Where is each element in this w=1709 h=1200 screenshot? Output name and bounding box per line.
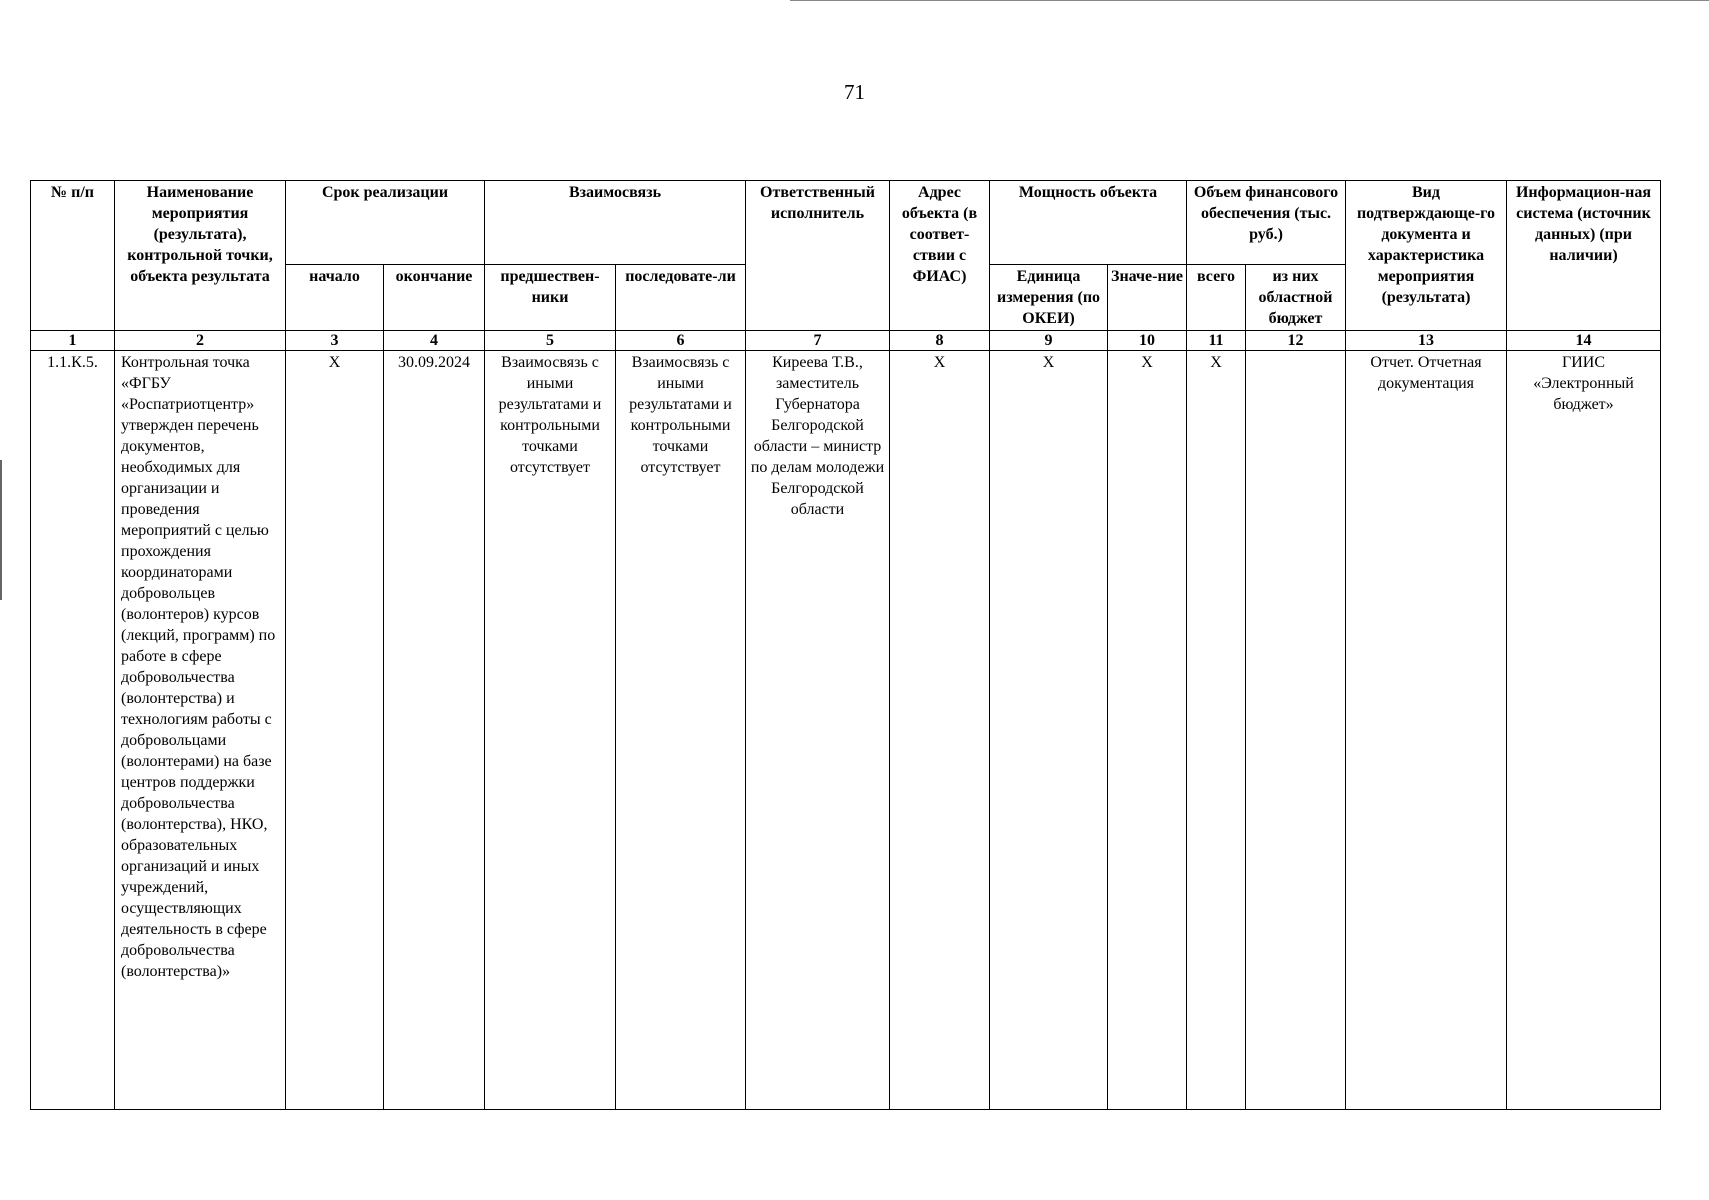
header-term: Срок реализации	[286, 181, 485, 265]
column-number: 6	[616, 331, 746, 351]
scan-edge-mark	[0, 460, 2, 600]
header-doc-type: Вид подтверждающе-го документа и характеристика мероприятия (результата)	[1346, 181, 1507, 331]
column-number: 10	[1108, 331, 1187, 351]
header-responsible: Ответственный исполнитель	[746, 181, 890, 331]
row-successors: Взаимосвязь с иными результатами и контрольными точками отсутствует	[616, 351, 746, 1110]
row-info-system: ГИИС «Электронный бюджет»	[1507, 351, 1661, 1110]
header-info-system: Информацион-ная система (источник данных) (при наличии)	[1507, 181, 1661, 331]
column-number: 4	[384, 331, 485, 351]
header-finance: Объем финансового обеспечения (тыс. руб.)	[1187, 181, 1346, 265]
header-term-end: окончание	[384, 265, 485, 331]
row-start: X	[286, 351, 384, 1110]
column-number: 1	[31, 331, 115, 351]
header-finance-regional: из них областной бюджет	[1246, 265, 1346, 331]
header-row-top	[31, 181, 1661, 265]
row-address: X	[890, 351, 990, 1110]
column-number: 3	[286, 331, 384, 351]
header-capacity-value: Значе-ние	[1108, 265, 1187, 331]
column-number: 5	[485, 331, 616, 351]
column-number: 14	[1507, 331, 1661, 351]
header-term-start: начало	[286, 265, 384, 331]
column-number: 11	[1187, 331, 1246, 351]
row-finance-regional	[1246, 351, 1346, 1110]
header-num: № п/п	[31, 181, 115, 331]
header-capacity-unit: Единица измерения (по ОКЕИ)	[990, 265, 1108, 331]
top-edge-line	[790, 0, 1709, 1]
column-number: 8	[890, 331, 990, 351]
row-finance-total: X	[1187, 351, 1246, 1110]
column-number: 9	[990, 331, 1108, 351]
column-number: 13	[1346, 331, 1507, 351]
header-address: Адрес объекта (в соответ-ствии с ФИАС)	[890, 181, 990, 331]
header-name: Наименование мероприятия (результата), контрольной точки, объекта результата	[115, 181, 286, 331]
row-doc-type: Отчет. Отчетная документация	[1346, 351, 1507, 1110]
header-link: Взаимосвязь	[485, 181, 746, 265]
row-value: X	[1108, 351, 1187, 1110]
column-number: 2	[115, 331, 286, 351]
row-predecessors: Взаимосвязь с иными результатами и контрольными точками отсутствует	[485, 351, 616, 1110]
plan-table	[30, 180, 1661, 1110]
row-unit: X	[990, 351, 1108, 1110]
header-capacity: Мощность объекта	[990, 181, 1187, 265]
row-number: 1.1.К.5.	[31, 351, 115, 1110]
table-row	[31, 351, 1661, 1110]
column-number: 12	[1246, 331, 1346, 351]
row-name: Контрольная точка «ФГБУ «Роспатриотцентр» утвержден перечень документов, необходимых для организации и проведения мероприятий с целью прохождения координаторами добровольцев (волонтеров) курсов (лекций, программ) по работе в сфере добровольчества (волонтерства) и технологиям работы с добровольцами (волонтерами) на базе центров поддержки добровольчества (волонтерства), НКО, образовательных организаций и иных учреждений, осуществляющих деятельность в сфере добровольчества (волонтерства)»	[115, 351, 286, 1110]
header-finance-total: всего	[1187, 265, 1246, 331]
header-link-next: последовате-ли	[616, 265, 746, 331]
row-responsible: Киреева Т.В., заместитель Губернатора Белгородской области – министр по делам молодежи Белгородской области	[746, 351, 890, 1110]
row-end: 30.09.2024	[384, 351, 485, 1110]
header-link-prev: предшествен-ники	[485, 265, 616, 331]
column-number: 7	[746, 331, 890, 351]
column-numbers-row	[31, 331, 1661, 351]
page-number: 71	[844, 80, 865, 104]
